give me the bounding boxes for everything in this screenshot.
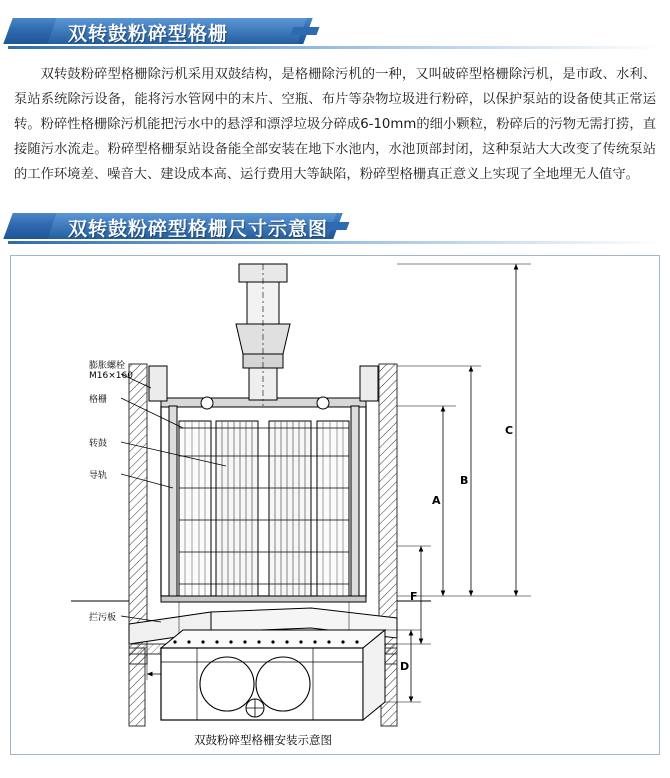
section-banner-overview <box>0 10 670 50</box>
banner-underline <box>8 241 662 244</box>
banner-shape-tail <box>291 27 320 35</box>
plan-wall-left <box>129 648 145 726</box>
section-banner-dimensions <box>0 205 670 245</box>
grid-panel-left <box>179 421 211 596</box>
diagram-svg <box>11 256 659 754</box>
leader-labels-left <box>89 359 133 623</box>
drum-assembly-left <box>216 421 258 596</box>
base-sill <box>161 596 366 602</box>
label-grid: 格栅 <box>89 395 108 405</box>
dim-label-d: D <box>400 660 410 673</box>
plan-drum-left <box>200 657 254 711</box>
plan-top-face <box>161 630 385 648</box>
right-support-post <box>360 366 378 401</box>
drum-assembly-right <box>269 421 311 596</box>
elevation-view <box>71 264 531 680</box>
intro-paragraph: 双转鼓粉碎型格栅除污机采用双鼓结构，是格栅除污机的一种，又叫破碎型格栅除污机，是市政、水利、泵站系统除污设备，能将污水管网中的末片、空瓶、布片等杂物垃圾进行粉碎，以保护泵站的设备使其正常运转。粉碎性格栅除污机能把污水中的悬浮和漂浮垃圾分碎成6-10mm的细小颗粒，粉碎后的污物无需打捞，直接随污水流走。粉碎型格栅泵站设备能全部安装在地下水池内，水池顶部封闭，这种泵站大大改变了传统泵站的工作环境差、噪音大、建设成本高、运行费用大等缺陷，粉碎型格栅真正意义上实现了全地埋无人值守。 <box>14 67 656 182</box>
banner-title-overview: 双转鼓粉碎型格栅 <box>68 23 229 45</box>
banner-underline <box>8 46 662 49</box>
left-support-post <box>149 366 167 401</box>
dim-label-f: F <box>410 590 418 603</box>
dimension-diagram <box>10 255 660 755</box>
guide-rail-right <box>351 406 359 596</box>
label-anchor-bolt-spec: M16×160 <box>89 371 133 381</box>
bearing-left <box>201 397 213 409</box>
dim-label-a: A <box>432 494 441 507</box>
dim-label-c: C <box>505 424 514 437</box>
label-trash-block: 拦污板 <box>89 613 117 623</box>
label-drum: 转鼓 <box>89 439 108 449</box>
guide-rail-left <box>169 406 177 596</box>
bearing-right <box>317 397 329 409</box>
dim-extension-lines <box>397 264 531 644</box>
banner-title-dimensions: 双转鼓粉碎型格栅尺寸示意图 <box>68 218 329 240</box>
dim-label-b: B <box>460 474 469 487</box>
grid-panel-right <box>317 421 349 596</box>
diagram-caption: 双鼓粉碎型格栅安装示意图 <box>194 733 332 747</box>
plan-view <box>129 630 421 747</box>
label-rail: 导轨 <box>89 471 108 481</box>
label-anchor-bolt: 膨胀螺栓 <box>89 361 126 371</box>
plan-drum-right <box>256 657 310 711</box>
